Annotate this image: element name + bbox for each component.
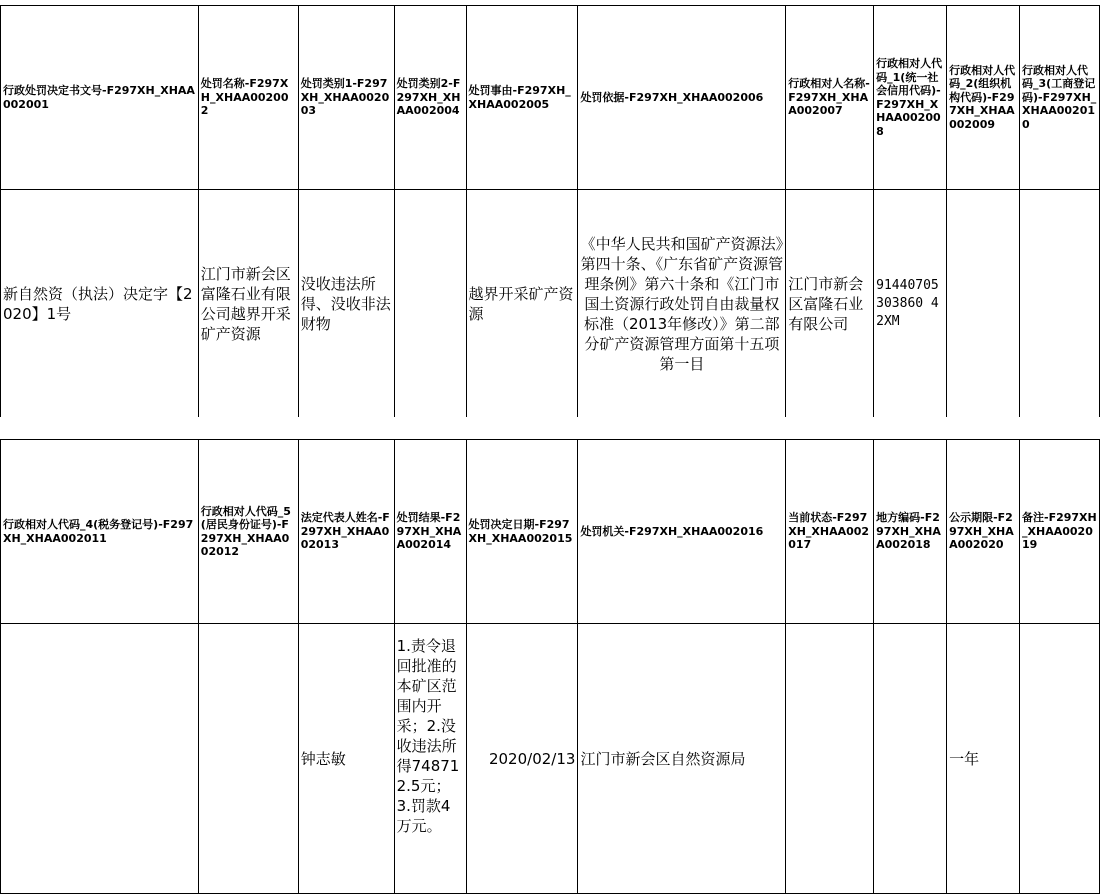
penalty-table-part-1 [0, 5, 1100, 418]
data-row-2 [1, 624, 1100, 894]
cell-remarks [1020, 624, 1100, 894]
cell-penalty-name: 江门市新会区富隆石业有限公司越界开采矿产资源 [198, 190, 298, 418]
header-party-code-5: 行政相对人代码_5(居民身份证号)-F297XH_XHAA002012 [198, 440, 298, 624]
cell-party-name: 江门市新会区富隆石业有限公司 [786, 190, 874, 418]
cell-party-code-3 [1020, 190, 1100, 418]
cell-penalty-result: 1.责令退回批准的本矿区范围内开采；2.没收违法所得748712.5元；3.罚款4万元。 [394, 624, 466, 894]
header-legal-representative: 法定代表人姓名-F297XH_XHAA002013 [298, 440, 394, 624]
header-publicity-period: 公示期限-F297XH_XHAA002020 [947, 440, 1020, 624]
header-decision-number: 行政处罚决定书文号-F297XH_XHAA002001 [1, 6, 199, 190]
header-penalty-name: 处罚名称-F297XH_XHAA002002 [198, 6, 298, 190]
cell-legal-representative: 钟志敏 [298, 624, 394, 894]
header-decision-date: 处罚决定日期-F297XH_XHAA002015 [466, 440, 578, 624]
cell-penalty-authority: 江门市新会区自然资源局 [578, 624, 786, 894]
header-row-1 [1, 6, 1100, 190]
cell-penalty-category-2 [394, 190, 466, 418]
cell-party-code-1: 91440705303860 42XM [874, 190, 947, 418]
header-penalty-authority: 处罚机关-F297XH_XHAA002016 [578, 440, 786, 624]
cell-party-code-4 [1, 624, 199, 894]
header-party-code-4: 行政相对人代码_4(税务登记号)-F297XH_XHAA002011 [1, 440, 199, 624]
header-party-code-1: 行政相对人代码_1(统一社会信用代码)-F297XH_XHAA002008 [874, 6, 947, 190]
cell-decision-number: 新自然资（执法）决定字【2020】1号 [1, 190, 199, 418]
header-penalty-category-2: 处罚类别2-F297XH_XHAA002004 [394, 6, 466, 190]
header-party-code-3: 行政相对人代码_3(工商登记码)-F297XH_XHAA002010 [1020, 6, 1100, 190]
header-current-status: 当前状态-F297XH_XHAA002017 [786, 440, 874, 624]
cell-publicity-period: 一年 [947, 624, 1020, 894]
cell-decision-date: 2020/02/13 [466, 624, 578, 894]
header-party-code-2: 行政相对人代码_2(组织机构代码)-F297XH_XHAA002009 [947, 6, 1020, 190]
cell-penalty-basis: 《中华人民共和国矿产资源法》第四十条、《广东省矿产资源管理条例》第六十条和《江门市国土资源行政处罚自由裁量权标准（2013年修改）》第二部分矿产资源管理方面第十五项第一目 [578, 190, 786, 418]
cell-local-code [874, 624, 947, 894]
header-row-2 [1, 440, 1100, 624]
data-row-1 [1, 190, 1100, 418]
cell-party-code-2 [947, 190, 1020, 418]
header-penalty-reason: 处罚事由-F297XH_XHAA002005 [466, 6, 578, 190]
header-penalty-category-1: 处罚类别1-F297XH_XHAA002003 [298, 6, 394, 190]
header-remarks: 备注-F297XH_XHAA002019 [1020, 440, 1100, 624]
cell-penalty-reason: 越界开采矿产资源 [466, 190, 578, 418]
header-penalty-basis: 处罚依据-F297XH_XHAA002006 [578, 6, 786, 190]
table-gap [0, 417, 1100, 439]
header-local-code: 地方编码-F297XH_XHAA002018 [874, 440, 947, 624]
cell-party-code-5 [198, 624, 298, 894]
penalty-table-part-2 [0, 439, 1100, 894]
cell-current-status [786, 624, 874, 894]
header-party-name: 行政相对人名称-F297XH_XHAA002007 [786, 6, 874, 190]
header-penalty-result: 处罚结果-F297XH_XHAA002014 [394, 440, 466, 624]
cell-penalty-category-1: 没收违法所得、没收非法财物 [298, 190, 394, 418]
